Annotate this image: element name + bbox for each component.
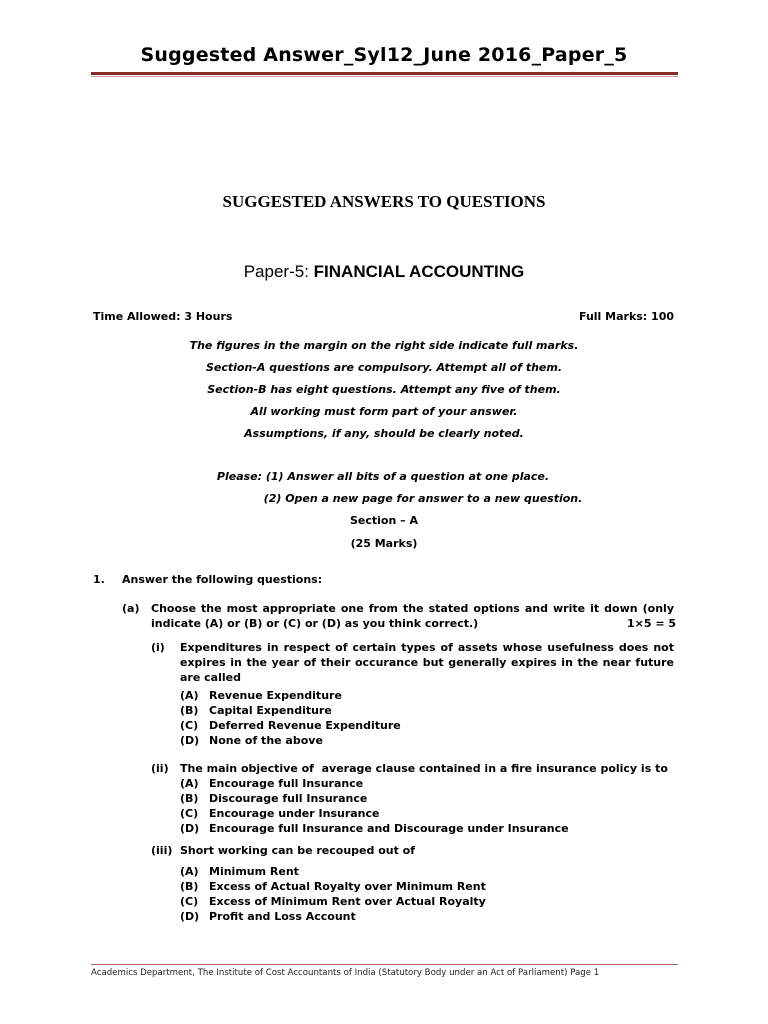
footer-divider bbox=[91, 964, 678, 965]
option-item bbox=[180, 894, 486, 909]
part-a-text bbox=[151, 601, 677, 631]
please-line-1: Please: (1) Answer all bits of a question at one place. bbox=[216, 470, 550, 483]
option-label: (C) bbox=[180, 895, 199, 908]
option-text: Excess of Minimum Rent over Actual Royalty bbox=[209, 895, 486, 908]
full-marks: Full Marks: 100 bbox=[578, 310, 674, 323]
header-divider-thin bbox=[91, 76, 678, 77]
document-heading: SUGGESTED ANSWERS TO QUESTIONS bbox=[222, 192, 546, 211]
please-line-2: (2) Open a new page for answer to a new question. bbox=[263, 492, 583, 505]
option-label: (D) bbox=[180, 822, 200, 835]
option-text: Revenue Expenditure bbox=[209, 689, 342, 702]
option-label: (A) bbox=[180, 689, 199, 702]
option-label: (A) bbox=[180, 865, 199, 878]
option-text: Deferred Revenue Expenditure bbox=[209, 719, 401, 732]
option-item bbox=[180, 909, 356, 924]
option-label: (B) bbox=[180, 704, 199, 717]
option-text: Excess of Actual Royalty over Minimum Rent bbox=[209, 880, 486, 893]
option-text: Profit and Loss Account bbox=[209, 910, 356, 923]
option-text: Discourage full Insurance bbox=[209, 792, 368, 805]
part-label: (a) bbox=[122, 602, 140, 615]
option-text: Capital Expenditure bbox=[209, 704, 332, 717]
part-a-marks: 1×5 = 5 bbox=[627, 617, 677, 630]
instruction-line: The figures in the margin on the right side indicate full marks. bbox=[189, 339, 579, 352]
option-item bbox=[180, 703, 332, 718]
option-item bbox=[180, 733, 323, 748]
sub-question-label: (ii) bbox=[151, 762, 169, 775]
option-text: None of the above bbox=[209, 734, 323, 747]
paper-name: FINANCIAL ACCOUNTING bbox=[313, 262, 525, 281]
sub-question-text: Expenditures in respect of certain types of assets whose usefulness does not expires in the year of their occurance but generally expires in the near future are called bbox=[180, 641, 674, 684]
option-item bbox=[180, 718, 401, 733]
option-item bbox=[180, 776, 363, 791]
page-footer: Academics Department, The Institute of Cost Accountants of India (Statutory Body under an Act of Parliament) Page 1 bbox=[91, 968, 600, 978]
instruction-line: All working must form part of your answer. bbox=[250, 405, 518, 418]
time-allowed: Time Allowed: 3 Hours bbox=[93, 310, 233, 323]
option-text: Encourage full Insurance bbox=[209, 777, 364, 790]
sub-question-label: (iii) bbox=[151, 844, 173, 857]
option-label: (D) bbox=[180, 734, 200, 747]
option-item bbox=[180, 688, 342, 703]
sub-question-text: The main objective of average clause contained in a fire insurance policy is to bbox=[180, 762, 668, 775]
option-item bbox=[180, 864, 299, 879]
option-item bbox=[180, 879, 486, 894]
question-text: Answer the following questions: bbox=[122, 573, 323, 586]
option-item bbox=[180, 821, 569, 836]
option-item bbox=[180, 791, 367, 806]
option-item bbox=[180, 806, 379, 821]
instruction-line: Section-B has eight questions. Attempt any five of them. bbox=[207, 383, 561, 396]
question-number: 1. bbox=[93, 573, 105, 586]
paper-prefix: Paper-5: bbox=[243, 262, 314, 281]
option-label: (D) bbox=[180, 910, 200, 923]
paper-title bbox=[0, 262, 768, 282]
page-header-title: Suggested Answer_Syl12_June 2016_Paper_5 bbox=[140, 44, 628, 66]
sub-question-text: Short working can be recouped out of bbox=[180, 844, 416, 857]
option-label: (C) bbox=[180, 807, 199, 820]
option-label: (B) bbox=[180, 880, 199, 893]
option-text: Minimum Rent bbox=[209, 865, 299, 878]
header-divider bbox=[91, 72, 678, 75]
section-name: Section – A bbox=[350, 514, 418, 527]
option-label: (A) bbox=[180, 777, 199, 790]
part-a-instruction: Choose the most appropriate one from the stated options and write it down (only indicate (A) or (B) or (C) or (D) as you think correct.) bbox=[151, 602, 674, 630]
instruction-line: Assumptions, if any, should be clearly noted. bbox=[244, 427, 524, 440]
option-text: Encourage under Insurance bbox=[209, 807, 380, 820]
option-text: Encourage full Insurance and Discourage under Insurance bbox=[209, 822, 569, 835]
option-label: (C) bbox=[180, 719, 199, 732]
sub-question-label: (i) bbox=[151, 641, 165, 654]
instruction-line: Section-A questions are compulsory. Attempt all of them. bbox=[205, 361, 563, 374]
option-label: (B) bbox=[180, 792, 199, 805]
section-marks: (25 Marks) bbox=[350, 537, 418, 550]
